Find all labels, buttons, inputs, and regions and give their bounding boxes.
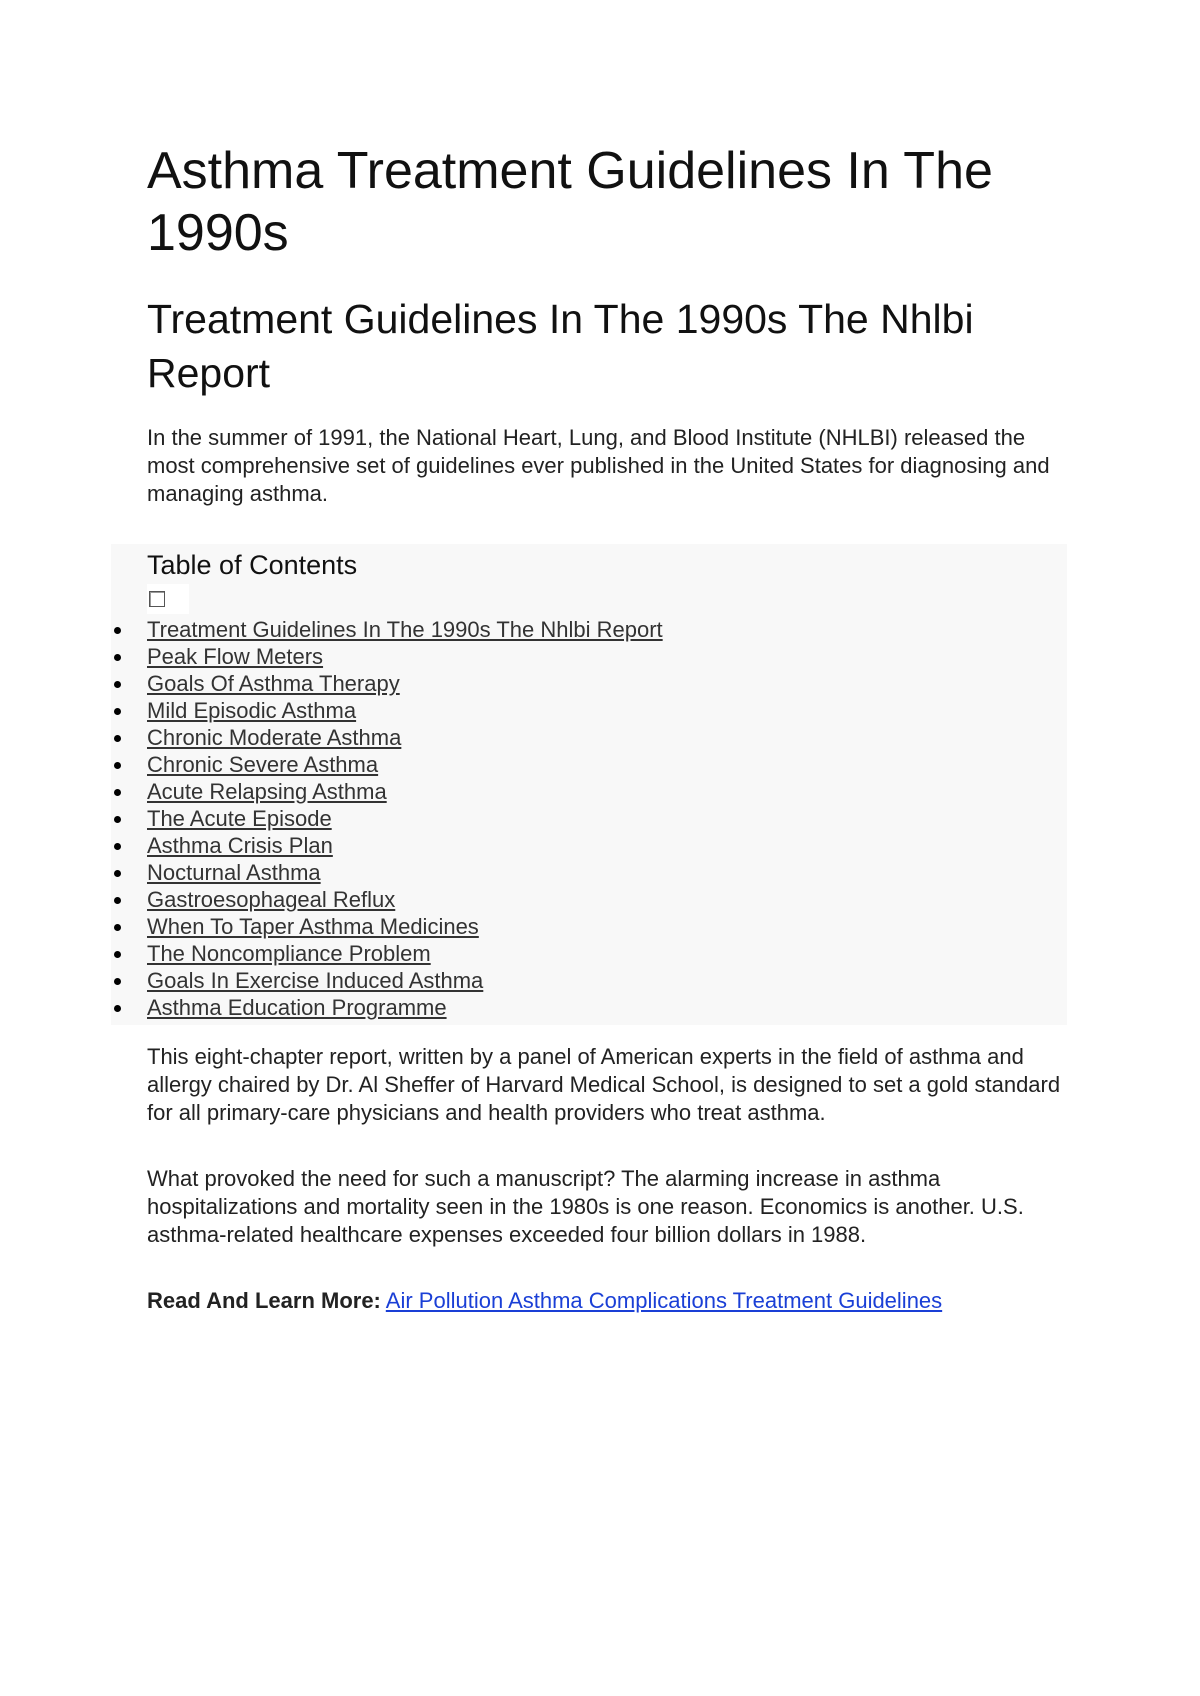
toc-item: [147, 751, 1067, 778]
toc-toggle[interactable]: [147, 584, 189, 614]
table-of-contents: [111, 544, 1067, 1025]
toc-link[interactable]: Mild Episodic Asthma: [147, 698, 357, 723]
toc-item: [147, 832, 1067, 859]
read-more-link[interactable]: Air Pollution Asthma Complications Treatment Guidelines: [385, 1288, 943, 1313]
toc-title: Table of Contents: [147, 550, 358, 580]
toc-toggle-row: [147, 582, 1067, 616]
toc-link[interactable]: Goals In Exercise Induced Asthma: [147, 968, 484, 993]
toc-link[interactable]: Nocturnal Asthma: [147, 860, 321, 885]
toc-item: [147, 859, 1067, 886]
toc-link[interactable]: Treatment Guidelines In The 1990s The Nhlbi Report: [147, 617, 663, 642]
toc-link[interactable]: The Noncompliance Problem: [147, 941, 431, 966]
toc-link[interactable]: When To Taper Asthma Medicines: [147, 914, 479, 939]
toc-item: [147, 670, 1067, 697]
toc-list: [147, 616, 1067, 1021]
toc-item: [147, 697, 1067, 724]
toc-link[interactable]: Asthma Crisis Plan: [147, 833, 333, 858]
intro-paragraph: In the summer of 1991, the National Heart, Lung, and Blood Institute (NHLBI) released the most comprehensive set of guidelines ever published in the United States for diagnosing and managing asthma.: [147, 425, 1050, 506]
toc-link[interactable]: Asthma Education Programme: [147, 995, 447, 1020]
toc-link[interactable]: Goals Of Asthma Therapy: [147, 671, 400, 696]
toc-link[interactable]: The Acute Episode: [147, 806, 332, 831]
page-title: Asthma Treatment Guidelines In The 1990s: [147, 142, 993, 262]
toc-link[interactable]: Gastroesophageal Reflux: [147, 887, 396, 912]
toc-link[interactable]: Acute Relapsing Asthma: [147, 779, 387, 804]
toc-item: [147, 778, 1067, 805]
toc-item: [147, 940, 1067, 967]
read-more-label: Read And Learn More:: [147, 1288, 381, 1313]
toc-link[interactable]: Chronic Moderate Asthma: [147, 725, 402, 750]
read-more: [147, 1287, 1067, 1315]
body-paragraph: What provoked the need for such a manuscript? The alarming increase in asthma hospitalizations and mortality seen in the 1980s is one reason. Economics is another. U.S. asthma-related healthcare expenses exceeded four billion dollars in 1988.: [147, 1166, 1024, 1247]
toc-link[interactable]: Peak Flow Meters: [147, 644, 324, 669]
toc-toggle-checkbox-icon[interactable]: [149, 591, 165, 607]
section-heading: Treatment Guidelines In The 1990s The Nhlbi Report: [147, 296, 974, 396]
toc-item: [147, 616, 1067, 643]
toc-item: [147, 994, 1067, 1021]
toc-item: [147, 886, 1067, 913]
toc-item: [147, 967, 1067, 994]
toc-item: [147, 913, 1067, 940]
toc-link[interactable]: Chronic Severe Asthma: [147, 752, 379, 777]
toc-item: [147, 643, 1067, 670]
toc-item: [147, 805, 1067, 832]
body-paragraph: This eight-chapter report, written by a panel of American experts in the field of asthma and allergy chaired by Dr. Al Sheffer of Harvard Medical School, is designed to set a gold standard for all primary-care physicians and health providers who treat asthma.: [147, 1044, 1061, 1125]
toc-item: [147, 724, 1067, 751]
document-page: [147, 140, 1067, 1315]
